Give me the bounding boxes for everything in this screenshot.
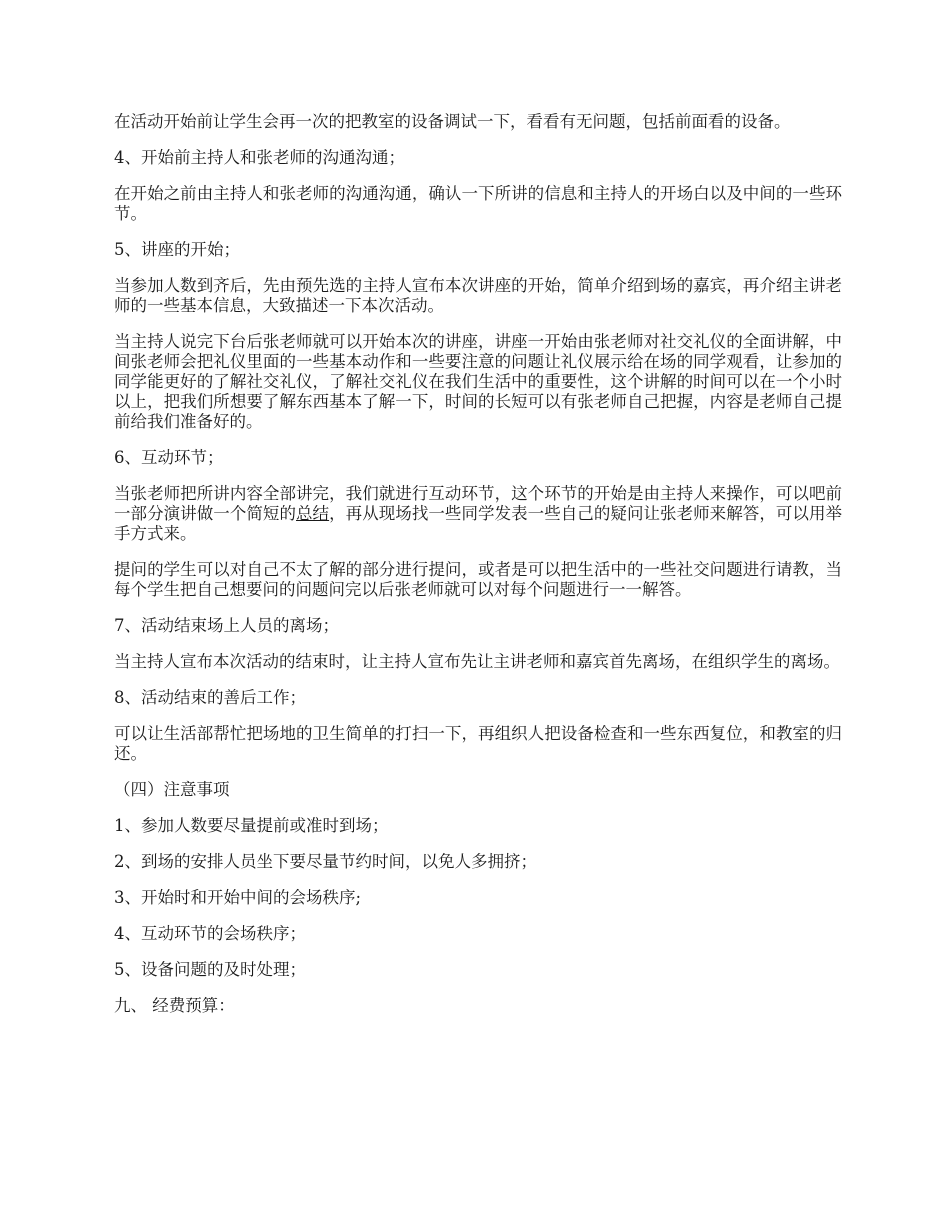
heading-host-communication: 4、开始前主持人和张老师的沟通沟通； xyxy=(114,148,405,167)
interaction-text-before: 当张老师把所讲内容全部讲完，我们就进行互动环节，这个环节的开始是由主持人来操作，可以吧前一部分演讲做一个简短的 xyxy=(114,484,842,523)
heading-cleanup: 8、活动结束的善后工作； xyxy=(114,688,306,707)
note-item-2: 2、到场的安排人员坐下要尽量节约时间，以免人多拥挤； xyxy=(114,852,537,871)
paragraph-leaving: 当主持人宣布本次活动的结束时，让主持人宣布先让主讲老师和嘉宾首先离场，在组织学生的离场。 xyxy=(114,652,840,671)
interaction-text-after: ，再从现场找一些同学发表一些自己的疑问让张老师来解答，可以用举手方式来。 xyxy=(114,504,843,543)
heading-notes: （四）注意事项 xyxy=(114,780,230,799)
paragraph-lecture-opening: 当参加人数到齐后，先由预先选的主持人宣布本次讲座的开始，简单介绍到场的嘉宾，再介绍主讲老师的一些基本信息，大致描述一下本次活动。 xyxy=(114,276,842,315)
paragraph-lecture-content: 当主持人说完下台后张老师就可以开始本次的讲座，讲座一开始由张老师对社交礼仪的全面讲解，中间张老师会把礼仪里面的一些基本动作和一些要注意的问题让礼仪展示给在场的同学观看，让参加的同学能更好的了解社交礼仪，了解社交礼仪在我们生活中的重要性，这个讲解的时间可以在一个小时以上，把我们所想要了解东西基本了解一下，时间的长短可以有张老师自己把握，内容是老师自己提前给我们准备好的。 xyxy=(114,332,842,431)
summary-link[interactable]: 总结 xyxy=(296,504,330,523)
paragraph-cleanup: 可以让生活部帮忙把场地的卫生简单的打扫一下，再组织人把设备检查和一些东西复位，和教室的归还。 xyxy=(114,724,842,763)
note-item-3: 3、开始时和开始中间的会场秩序; xyxy=(114,888,362,907)
paragraph-interaction xyxy=(114,484,842,544)
document-body xyxy=(114,112,842,1032)
note-item-1: 1、参加人数要尽量提前或准时到场； xyxy=(114,816,389,835)
note-item-5: 5、设备问题的及时处理； xyxy=(114,960,306,979)
heading-interaction: 6、互动环节； xyxy=(114,448,224,467)
heading-lecture-start: 5、讲座的开始； xyxy=(114,240,240,259)
paragraph-equipment-check: 在活动开始前让学生会再一次的把教室的设备调试一下，看看有无问题，包括前面看的设备。 xyxy=(114,112,791,131)
heading-budget: 九、 经费预算： xyxy=(114,996,235,1015)
heading-leaving: 7、活动结束场上人员的离场； xyxy=(114,616,339,635)
paragraph-host-communication: 在开始之前由主持人和张老师的沟通沟通，确认一下所讲的信息和主持人的开场白以及中间的一些环节。 xyxy=(114,184,842,223)
note-item-4: 4、互动环节的会场秩序； xyxy=(114,924,306,943)
paragraph-questions: 提问的学生可以对自己不太了解的部分进行提问，或者是可以把生活中的一些社交问题进行请教，当每个学生把自己想要问的问题问完以后张老师就可以对每个问题进行一一解答。 xyxy=(114,560,842,599)
